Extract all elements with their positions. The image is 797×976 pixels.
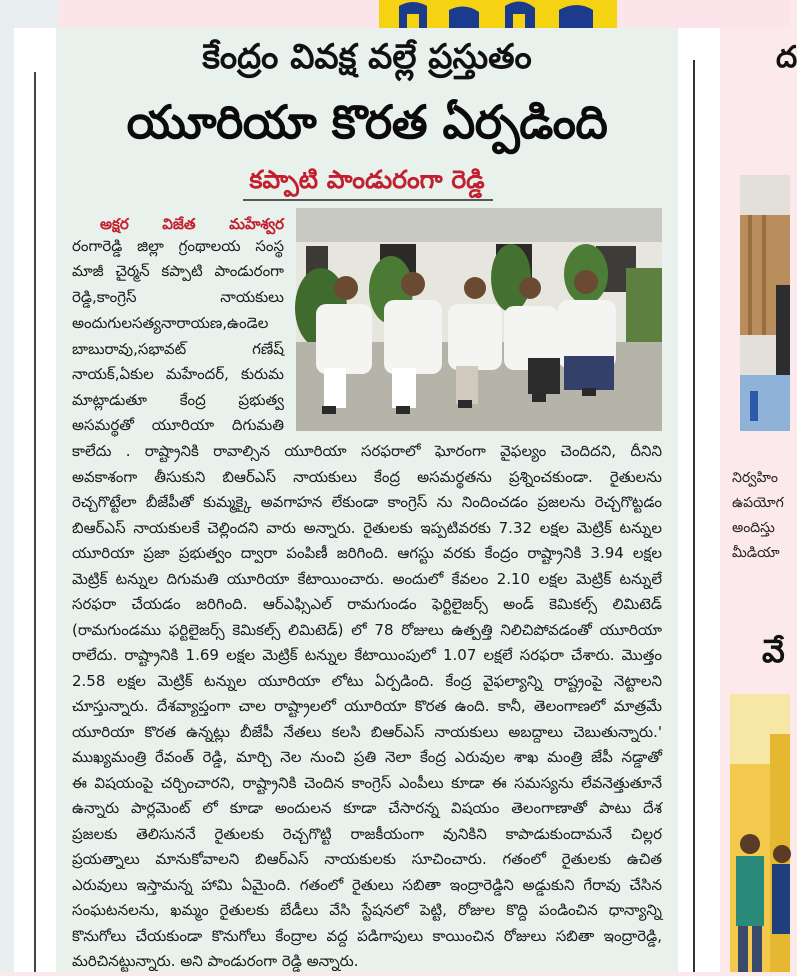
body-line: సంఘటనలను, ఖమ్మం రైతులకు బేడీలు వేసి స్టేషనలో పెట్టి, రోజుల కొద్ది పండించిన ధాన్యాన్ని — [72, 901, 662, 919]
body-line: సరఫరా చేయడం జరిగింది. ఆర్ఎఫ్సిఎల్ రామగుండం ఫెర్టిలైజర్స్ అండ్ కెమికల్స్ లిమిటెడ్ — [72, 595, 662, 613]
article-kicker: కేంద్రం వివక్ష వల్లే ప్రస్తుతం — [202, 37, 532, 77]
body-line: యూరియా ప్రజా ప్రభుత్వం ద్వారా పంపిణీ జరిగింది. ఆగస్టు వరకు కేంద్రం రాష్ట్రానికి 3.94 లక్షల — [72, 544, 662, 562]
left-column-line: బాబురావు,సభావట్ గణేష్ — [72, 340, 284, 358]
masthead-logo-art — [379, 0, 617, 28]
dateline-word-1: అక్షర — [100, 215, 129, 233]
body-line: 2.58 లక్షల మెట్రిక్ టన్నుల యూరియా లోటు ఏర్పడింది. కేంద్ర వైఫల్యాన్ని రాష్ట్రంపై నెట్టాలని — [72, 672, 662, 690]
article-byline: కప్పాటి పాండురంగా రెడ్డి — [249, 165, 485, 194]
neighbor-text-fragment: ఉపయోగ — [732, 495, 784, 511]
body-line: ఈ విషయంపై చర్చించారని, రాష్ట్రానికి చెందిన కాంగ్రెస్ ఎంపీలు కూడా ఈ సమస్యను లేవనెత్తుతూనే — [72, 774, 662, 792]
column-rule-left — [34, 72, 36, 972]
body-line: కాలేదు . రాష్ట్రానికి రావాల్సిన యూరియా సరఫరాలో ఘోరంగా వైఫల్యం చెందిదని, దీనిని — [72, 442, 662, 460]
body-line: ముఖ్యమంత్రి రేవంత్ రెడ్డి, మార్చి నెల నుంచి ప్రతి నెలా కేంద్ర ఎరువుల శాఖ మంత్రి జేపీ నడ్డాతో — [72, 748, 662, 766]
dateline-word-3: మహేశ్వర — [229, 215, 284, 233]
neighbor-heading2-fragment: వే — [762, 632, 785, 670]
body-line: రెచ్చగొట్టేలా బీజేపీతో కుమ్మక్కై అవగాహన లేకుండా కాంగ్రెస్ ను నిందించడం ప్రజలను రెచ్చగొట్టడం — [72, 493, 662, 511]
body-line: కొనుగోలు చేయకుండా కొనుగోలు కేంద్రాల వద్ద పడిగాపులు కాయించిన రోజులు సబితా ఇంద్రారెడ్డి, — [72, 927, 662, 945]
neighbor-photo-illustration — [740, 175, 790, 431]
group-photo-illustration — [296, 208, 662, 431]
body-line: ఉన్నారు పార్లమెంట్ లో కూడా అందులన కూడా చేసారన్న విషయం తెలంగాణాతో పాటు దేశ — [72, 799, 662, 817]
body-line: రాలేదు. రాష్ట్రానికి 1.69 లక్షల మెట్రిక్ టన్నుల కేటాయింపులో 1.07 లక్షలే సరఫరా చేశారు. మొత్తం — [72, 646, 662, 664]
neighbor-photo-2-illustration — [730, 694, 790, 972]
byline-underline — [243, 199, 493, 201]
body-line-last: మరిచినట్టున్నారు. అని పాండురంగా రెడ్డి అన్నారు. — [72, 952, 359, 970]
page-gutter — [678, 28, 720, 972]
body-line: ఎరువులు ఇస్తామన్న హామి ఏమైంది. గతంలో రైతులు సబితా ఇంద్రారెడ్డిని అడ్డుకుని గేరావు చేసిన — [72, 876, 662, 894]
body-line: బిఆర్ఎస్ నాయకులకే చెల్లిందని వారు అన్నారు. రైతులకు ఇప్పటివరకు 7.32 లక్షల మెట్రిక్ టన్నుల — [72, 519, 662, 537]
left-column-line: అందుగులసత్యనారాయణ,ఉండెల — [72, 314, 269, 332]
left-column-line: రంగారెడ్డి జిల్లా గ్రంథాలయ సంస్థ — [72, 237, 284, 255]
left-column-line: నాయక్,ఏకుల మహేందర్, కురుమ — [72, 365, 284, 383]
body-line: మెట్రిక్ టన్నుల దిగుమతి యూరియా కేటాయించారు. అందులో కేవలం 2.10 లక్షల మెట్రిక్ టన్నులే — [72, 570, 662, 588]
neighbor-text-fragment: అందిస్తు — [732, 520, 775, 536]
dateline-word-2: విజేత — [162, 215, 196, 233]
left-column-line: అసమర్థతో యూరియా దిగుమతి — [72, 416, 284, 434]
neighbor-photo-2 — [730, 694, 790, 972]
neighbor-photo — [740, 175, 790, 431]
body-line: ప్రజలకు తెలిసుననే రైతులకు రెచ్చగొట్టి రాజకీయంగా వునికిని కాపాడుకుందామనే చిల్లర — [72, 825, 662, 843]
body-line: ప్రయత్నాలు మానుకోవాలని బిఆర్ఎస్ నాయకులకు సూచించారు. గతంలో రైతులకు ఉచిత — [72, 850, 662, 868]
left-column-line: మాజీ చైర్మన్ కప్పాటి పాండురంగా — [72, 262, 284, 280]
left-gutter — [14, 28, 58, 972]
body-line: (రామగుండము ఫర్టిలైజర్స్ కెమికల్స్ లిమిటెడ్) లో 78 రోజులు ఉత్పత్తి నిలిచిపోవడంతో యూరియా — [72, 621, 662, 639]
neighbor-text-fragment: మీడియా — [732, 545, 780, 561]
left-column-line: మాట్లాడుతూ కేంద్ర ప్రభుత్వ — [72, 391, 284, 409]
masthead-logo — [379, 0, 617, 28]
article-headline: యూరియా కొరత ఏర్పడింది — [126, 95, 608, 149]
body-line: అవకాశంగా తీసుకుని బిఆర్ఎస్ నాయకులు కేంద్ర అసమర్థతను ప్రశ్నించకుండా. రైతులను — [72, 468, 662, 486]
dateline — [100, 214, 284, 234]
article-photo — [296, 208, 662, 431]
neighbor-page — [720, 28, 797, 972]
neighbor-text-fragment: నిర్వహిం — [732, 470, 778, 486]
body-line: చూస్తున్నారు. దేశవ్యాప్తంగా చాల రాష్ట్రాలలో యూరియా కొరత ఉంది. కానీ, తెలంగాణలో మాత్రమే — [72, 697, 662, 715]
left-column-line: రెడ్డి,కాంగ్రెస్ నాయకులు — [72, 288, 284, 306]
body-line: యూరియా కొరత ఉన్నట్లు బీజేపీ నేతలు కలసి బిఆర్ఎస్ నాయకులు అబద్దాలు చెబుతున్నారు.' — [72, 723, 662, 741]
neighbor-heading-fragment: ద — [776, 40, 797, 75]
column-rule-right — [693, 60, 695, 972]
